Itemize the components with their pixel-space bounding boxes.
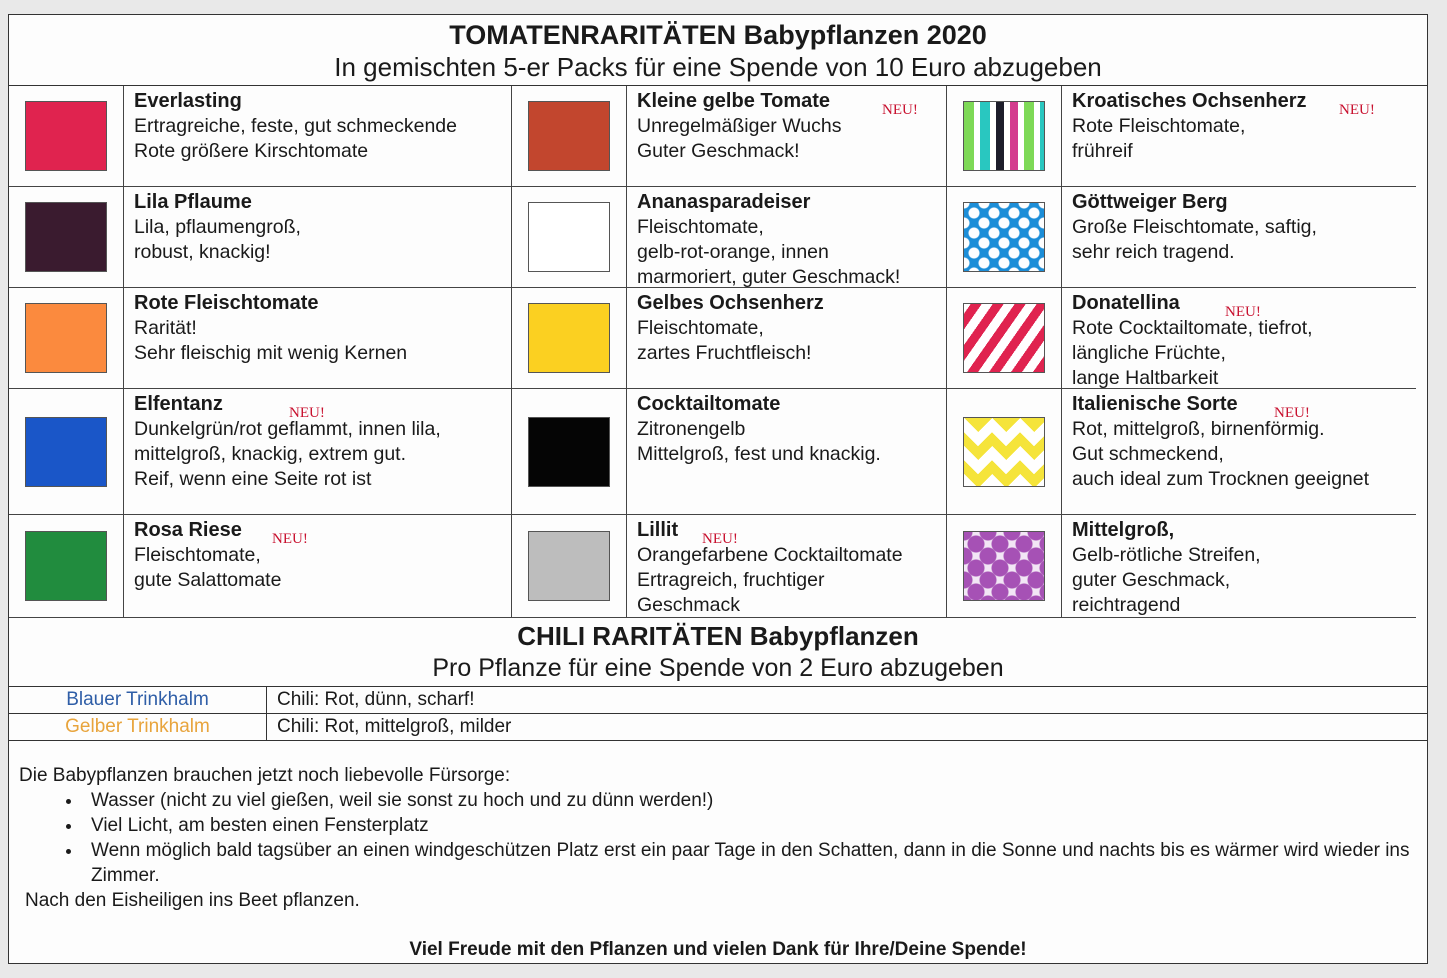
variety-description [627,86,947,187]
variety-detail: Große Fleischtomate, saftig, [1072,216,1317,238]
variety-description [124,389,512,515]
variety-description [1062,288,1416,389]
variety-description [1062,86,1416,187]
color-swatch [25,417,107,487]
swatch-cell [947,86,1062,187]
variety-detail: Ertragreiche, feste, gut schmeckende [134,115,457,137]
variety-detail: Lila, pflaumengroß, [134,216,301,238]
care-list [19,788,1417,888]
variety-detail: Reif, wenn eine Seite rot ist [134,468,372,490]
variety-description [124,187,512,288]
swatch-cell [9,389,124,515]
care-instructions [9,741,1427,913]
variety-detail: Gut schmeckend, [1072,443,1224,465]
new-badge: NEU! [882,102,918,118]
variety-name: Everlasting [134,90,242,112]
color-swatch [963,303,1045,373]
variety-name: Rosa Riese [134,519,242,541]
variety-name: Ananasparadeiser [637,191,811,213]
new-badge: NEU! [1225,304,1261,320]
color-swatch [963,417,1045,487]
variety-description [1062,187,1416,288]
color-swatch [25,303,107,373]
variety-detail: Rot, mittelgroß, birnenförmig. [1072,418,1325,440]
variety-detail: Mittelgroß, fest und knackig. [637,443,881,465]
new-badge: NEU! [272,531,308,547]
chili-row [9,714,1427,741]
variety-detail: zartes Fruchtfleisch! [637,342,812,364]
variety-name: Donatellina [1072,292,1180,314]
variety-detail: frühreif [1072,140,1133,162]
variety-detail: Zitronengelb [637,418,746,440]
care-outro: Nach den Eisheiligen ins Beet pflanzen. [25,890,360,911]
swatch-cell [9,288,124,389]
swatch-cell [512,288,627,389]
variety-name: Italienische Sorte [1072,393,1238,415]
variety-detail: guter Geschmack, [1072,569,1231,591]
variety-description [1062,515,1416,618]
variety-detail: auch ideal zum Trocknen geeignet [1072,468,1370,490]
color-swatch [25,101,107,171]
variety-description [1062,389,1416,515]
variety-detail: Gelb-rötliche Streifen, [1072,544,1261,566]
swatch-cell [9,515,124,618]
chili-description: Chili: Rot, dünn, scharf! [277,689,475,710]
color-swatch [528,202,610,272]
variety-name: Cocktailtomate [637,393,781,415]
variety-detail: Rarität! [134,317,197,339]
color-swatch [963,202,1045,272]
variety-description [627,515,947,618]
variety-detail: Ertragreich, fruchtiger [637,569,825,591]
swatch-cell [947,288,1062,389]
swatch-cell [9,187,124,288]
variety-name: Gelbes Ochsenherz [637,292,824,314]
chili-name: Blauer Trinkhalm [9,687,267,713]
variety-detail: gelb-rot-orange, innen [637,241,829,263]
variety-detail: Rote Fleischtomate, [1072,115,1246,137]
variety-name: Rote Fleischtomate [134,292,319,314]
variety-detail: Guter Geschmack! [637,140,800,162]
new-badge: NEU! [1339,102,1375,118]
variety-detail: Fleischtomate, [637,216,764,238]
variety-detail: Fleischtomate, [637,317,764,339]
swatch-cell [512,515,627,618]
color-swatch [528,531,610,601]
variety-name: Lillit [637,519,679,541]
color-swatch [25,202,107,272]
tomato-grid [9,86,1427,618]
chili-row [9,687,1427,714]
page-subtitle: In gemischten 5-er Packs für eine Spende von 10 Euro abzugeben [334,52,1102,82]
swatch-cell [512,389,627,515]
new-badge: NEU! [1274,405,1310,421]
variety-detail: Sehr fleischig mit wenig Kernen [134,342,408,364]
variety-detail: Orangefarbene Cocktailtomate [637,544,903,566]
color-swatch [528,101,610,171]
color-swatch [963,101,1045,171]
care-item: • Viel Licht, am besten einen Fensterplatz [83,813,1417,838]
swatch-cell [512,187,627,288]
care-item: • Wenn möglich bald tagsüber an einen windgeschützen Platz erst ein paar Tage in den Schatten, dann in die Sonne und nachts bis es wärmer wird wieder ins Zimmer. [83,838,1417,888]
variety-detail: Geschmack [637,594,740,616]
care-item: • Wasser (nicht zu viel gießen, weil sie sonst zu hoch und zu dünn werden!) [83,788,1417,813]
flyer-sheet [8,14,1428,964]
variety-detail: Rote größere Kirschtomate [134,140,369,162]
variety-name: Lila Pflaume [134,191,252,213]
color-swatch [528,417,610,487]
variety-detail: mittelgroß, knackig, extrem gut. [134,443,407,465]
variety-description [124,288,512,389]
chili-name: Gelber Trinkhalm [9,714,267,740]
swatch-cell [947,389,1062,515]
swatch-cell [947,187,1062,288]
thanks-footer: Viel Freude mit den Pflanzen und vielen Dank für Ihre/Deine Spende! [409,939,1027,960]
variety-description [627,187,947,288]
variety-name: Elfentanz [134,393,223,415]
color-swatch [963,531,1045,601]
variety-detail: Dunkelgrün/rot geflammt, innen lila, [134,418,441,440]
color-swatch [25,531,107,601]
variety-description [124,86,512,187]
variety-description [627,288,947,389]
swatch-cell [947,515,1062,618]
variety-detail: robust, knackig! [134,241,271,263]
chili-subtitle: Pro Pflanze für eine Spende von 2 Euro abzugeben [432,654,1004,682]
variety-detail: reichtragend [1072,594,1181,616]
variety-name: Mittelgroß, [1072,519,1175,541]
chili-description: Chili: Rot, mittelgroß, milder [277,716,512,737]
swatch-cell [9,86,124,187]
variety-detail: sehr reich tragend. [1072,241,1235,263]
color-swatch [528,303,610,373]
variety-detail: Rote Cocktailtomate, tiefrot, [1072,317,1313,339]
new-badge: NEU! [289,405,325,421]
variety-detail: Unregelmäßiger Wuchs [637,115,842,137]
variety-detail: marmoriert, guter Geschmack! [637,266,901,288]
chili-title: CHILI RARITÄTEN Babypflanzen [517,621,919,651]
new-badge: NEU! [702,531,738,547]
variety-name: Göttweiger Berg [1072,191,1228,213]
variety-detail: gute Salattomate [134,569,282,591]
variety-detail: lange Haltbarkeit [1072,367,1219,389]
variety-description [124,515,512,618]
title-block [9,15,1427,86]
variety-description [627,389,947,515]
chili-header [9,618,1427,687]
variety-name: Kleine gelbe Tomate [637,90,831,112]
swatch-cell [512,86,627,187]
care-intro: Die Babypflanzen brauchen jetzt noch liebevolle Fürsorge: [19,765,511,786]
page-title: TOMATENRARITÄTEN Babypflanzen 2020 [449,20,987,50]
variety-detail: längliche Früchte, [1072,342,1226,364]
variety-detail: Fleischtomate, [134,544,261,566]
variety-name: Kroatisches Ochsenherz [1072,90,1307,112]
